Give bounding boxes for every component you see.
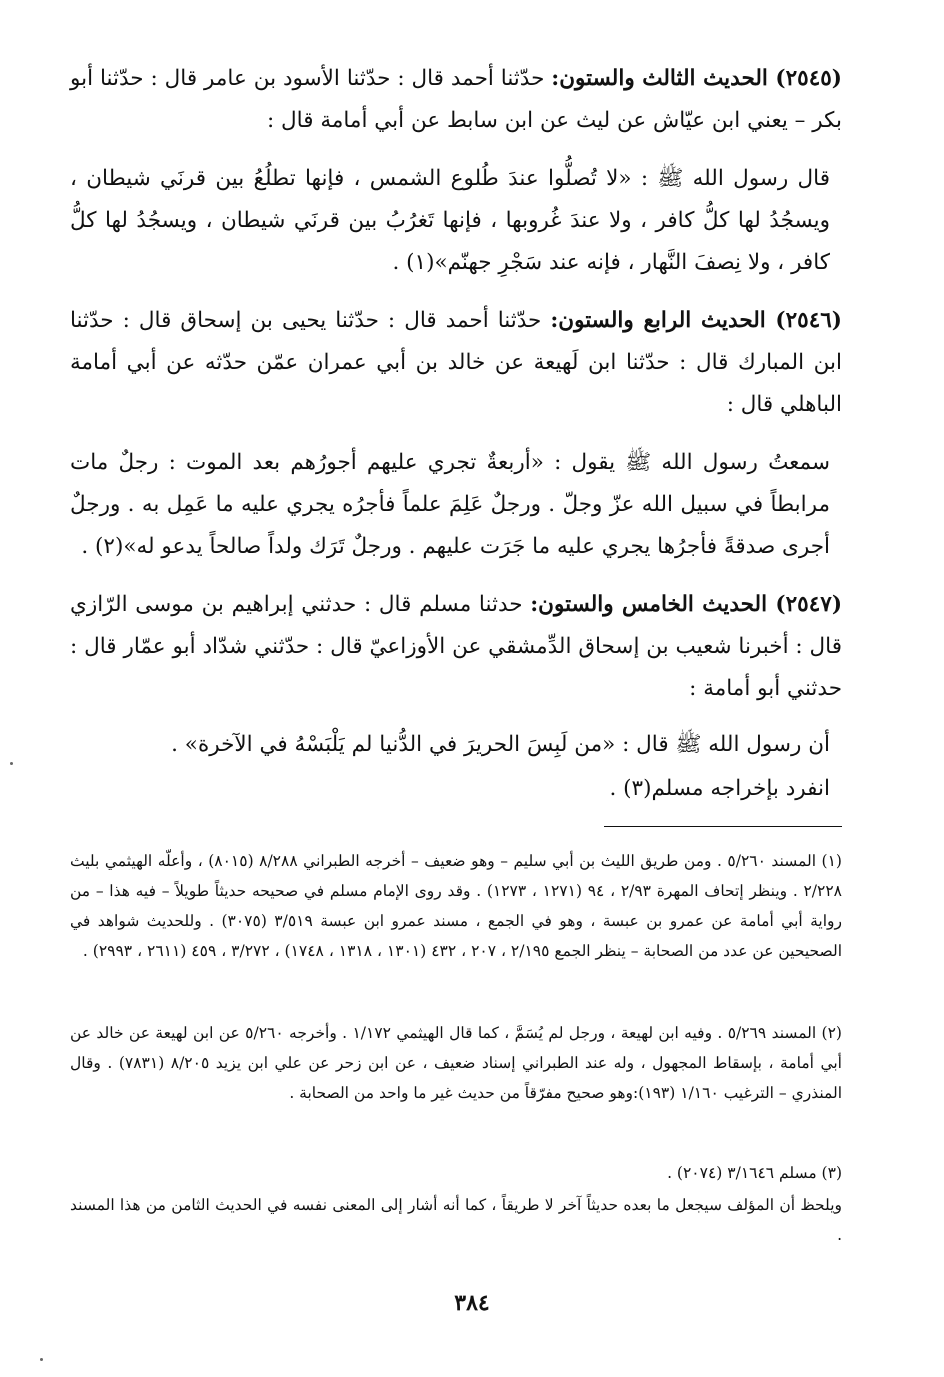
hadith-2545-chain bbox=[70, 58, 842, 142]
footnote-3: (٣) مسلم ٣/١٦٤٦ (٢٠٧٤) . bbox=[667, 1164, 842, 1182]
hadith-2545-heading: (٢٥٤٥) الحديث الثالث والستون: bbox=[551, 66, 842, 91]
hadith-2546-heading: (٢٥٤٦) الحديث الرابع والستون: bbox=[550, 308, 842, 333]
hadith-2545-isnad: حدّثنا أحمد قال : حدّثنا الأسود بن عامر قال : حدّثنا أبو بكر – يعني ابن عيّاش عن ليث عن ابن سابط عن أبي أمامة قال : bbox=[70, 66, 842, 133]
hadith-2547-isnad: حدثنا مسلم قال : حدثني إبراهيم بن موسى الرّازي قال : أخبرنا شعيب بن إسحاق الدِّمشقي عن الأوزاعيّ قال : حدّثني شدّاد أبو عمّار قال : حدثني أبو أمامة : bbox=[70, 592, 842, 701]
footnote-remark: ويلحظ أن المؤلف سيجعل ما بعده حديثاً آخر لا طريقاً ، كما أنه أشار إلى المعنى نفسه في الحديث الثامن من هذا المسند . bbox=[70, 1196, 842, 1244]
hadith-2547-text: أن رسول الله ﷺ قال : «من لَبِسَ الحريرَ في الدُّنيا لم يَلْبَسْهُ في الآخرة» . bbox=[171, 732, 830, 757]
footnote-separator bbox=[604, 826, 842, 827]
footnote-1: (١) المسند ٥/٢٦٠ . ومن طريق الليث بن أبي سليم – وهو ضعيف – أخرجه الطبراني ٨/٢٨٨ (٨٠١٥) ، وأعلّه الهيثمي بليث ٢/٢٢٨ . وينظر إتحاف المهرة ٢/٩٣ ، ٩٤ (١٢٧١ ، ١٢٧٣) . وقد روى الإمام مسلم في صحيحه حديثاً طويلاً – فيه هذا – من رواية أبي أمامة عن عمرو بن عبسة ، وهو في الجمع ، مسند عمرو ابن عبسة ٣/٥١٩ (٣٠٧٥) . وللحديث شواهد في الصحيحين عن عدد من الصحابة – ينظر الجمع ٢/١٩٥ ، ٢٠٧ ، ٤٣٢ (١٣٠١ ، ١٣١٨ ، ١٧٤٨) ، ٣/٢٧٢ ، ٤٥٩ (٢٦١١ ، ٢٩٩٣) . bbox=[70, 852, 843, 960]
page-number: ٣٨٤ bbox=[454, 1290, 490, 1316]
scan-speck bbox=[40, 1358, 43, 1361]
hadith-2545-text: قال رسول الله ﷺ : «لا تُصلُّوا عندَ طُلوع الشمس ، فإنها تطلُعُ بين قرنَي شيطان ، ويسجُدُ لها كلُّ كافر ، ولا عندَ غُروبها ، فإنها تَغرُبُ بين قرنَي شيطان ، ويسجُدُ لها كلُّ كافر ، ولا نِصفَ النَّهار ، فإنه عند سَجْرِ جهنّم»(١) . bbox=[70, 166, 830, 275]
hadith-2547-chain bbox=[70, 584, 842, 710]
scan-speck bbox=[10, 762, 13, 765]
hadith-2547-heading: (٢٥٤٧) الحديث الخامس والستون: bbox=[530, 592, 842, 617]
hadith-2546-chain bbox=[70, 300, 842, 426]
hadith-2547-note: انفرد بإخراجه مسلم(٣) . bbox=[609, 776, 830, 801]
hadith-2546-isnad: حدّثنا أحمد قال : حدّثنا يحيى بن إسحاق قال : حدّثنا ابن المبارك قال : حدّثنا ابن لَهيعة عن خالد بن أبي عمران عمّن حدّثه عن أبي أمامة الباهلي قال : bbox=[70, 308, 842, 417]
footnote-2: (٢) المسند ٥/٢٦٩ . وفيه ابن لهيعة ، ورجل لم يُسَمَّ ، كما قال الهيثمي ١/١٧٢ . وأخرجه ٥/٢٦٠ عن ابن لهيعة عن خالد عن أبي أمامة ، بإسقاط المجهول ، وله عند الطبراني إسناد ضعيف ، عن ابن زحر عن علي ابن يزيد ٨/٢٠٥ (٧٨٣١) . وقال المنذري – الترغيب ١/١٦٠ (١٩٣):وهو صحيح مفرّقاً من حديث غير ما واحد من الصحابة . bbox=[70, 1024, 842, 1102]
hadith-2546-text: سمعتُ رسول الله ﷺ يقول : «أربعةٌ تجري عليهم أجورُهم بعد الموت : رجلٌ مات مرابطاً في سبيل الله عزّ وجلّ . ورجلٌ عَلِمَ علماً فأجرُه يجري عليه ما عَمِل به . ورجلٌ أجرى صدقةً فأجرُها يجري عليه ما جَرَت عليهم . ورجلٌ تَرَك ولداً صالحاً يدعو له»(٢) . bbox=[70, 450, 830, 559]
